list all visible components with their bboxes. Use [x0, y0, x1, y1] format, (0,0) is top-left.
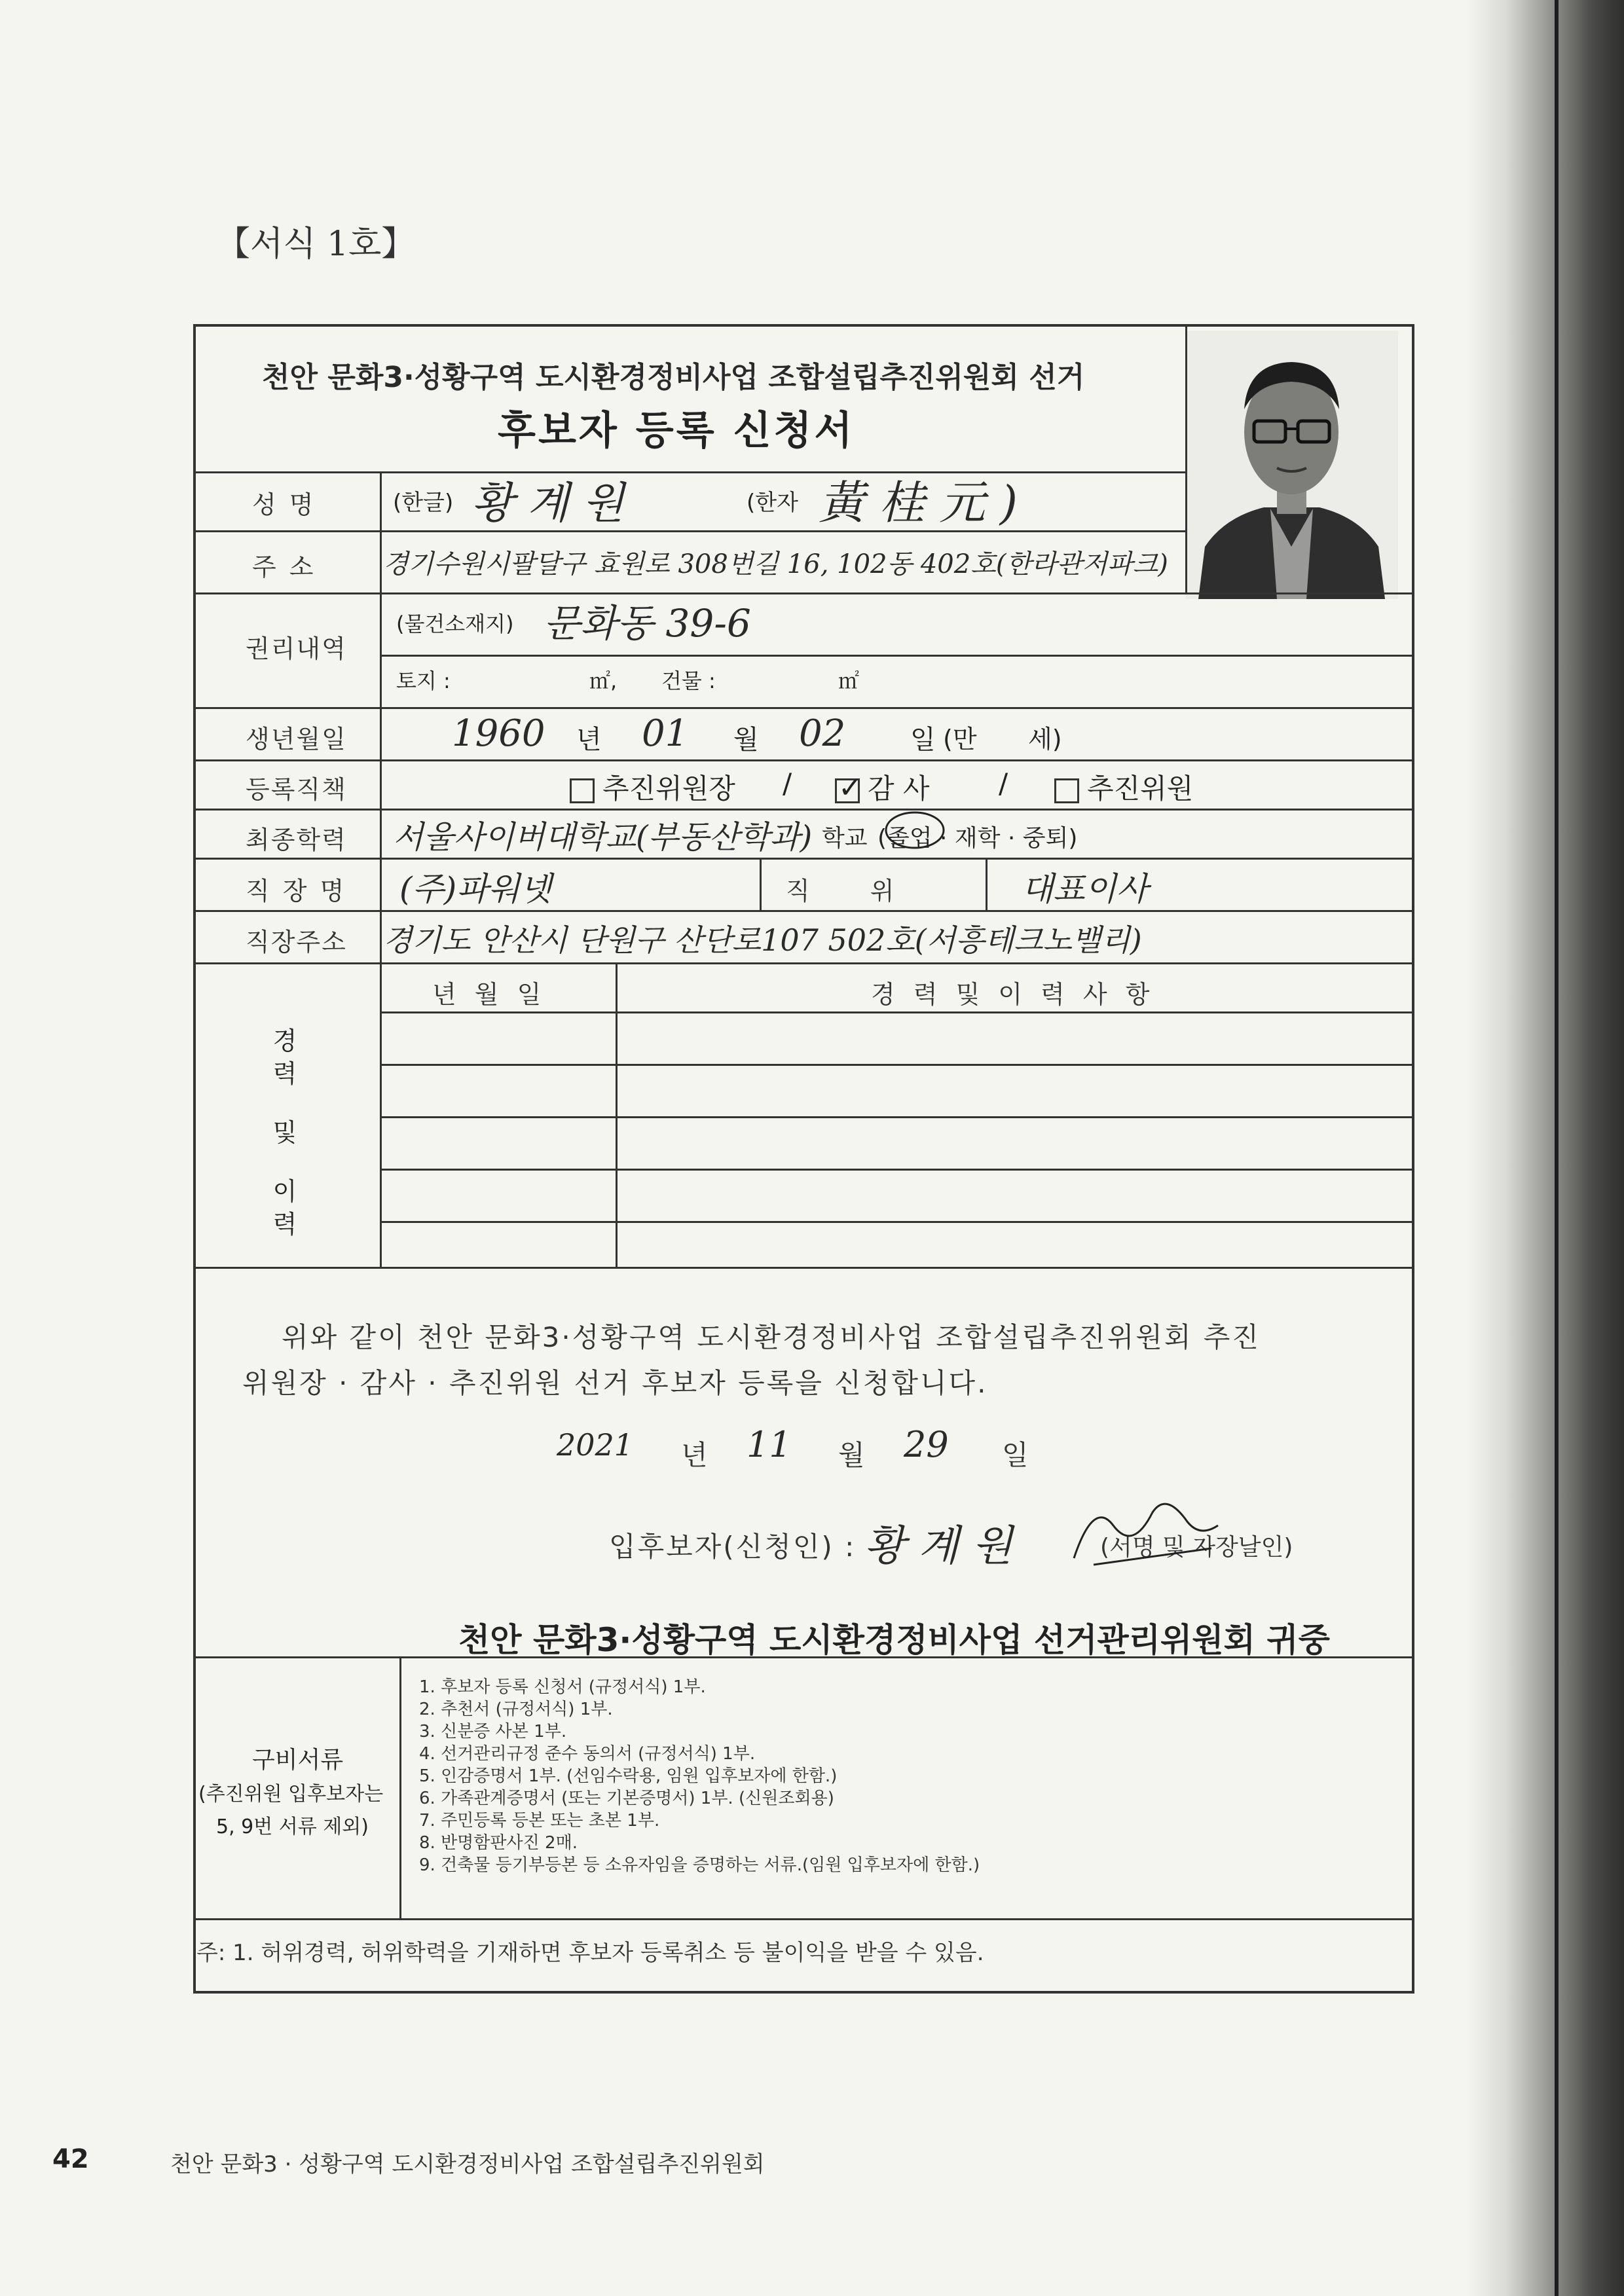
career-row-divider [380, 1221, 1414, 1223]
position-option-member[interactable]: 추진위원 [1054, 767, 1193, 807]
form-title-line1: 천안 문화3·성황구역 도시환경정비사업 조합설립추진위원회 선거 [262, 361, 1085, 394]
row-divider [193, 962, 1414, 964]
row-divider [193, 809, 1414, 811]
form-number-label: 【서식 1호】 [216, 225, 416, 264]
career-row-divider [380, 1116, 1414, 1118]
land-unit: ㎡, [589, 668, 618, 693]
col-divider [986, 858, 987, 910]
building-unit: ㎡ [838, 668, 860, 693]
signed-year-char: 년 [681, 1439, 710, 1471]
birthdate-label: 생년월일 [246, 725, 347, 754]
col-divider [760, 858, 762, 910]
position-option-auditor[interactable]: ✓ 감 사 [835, 767, 930, 807]
property-location-value: 문화동 39-6 [544, 601, 751, 646]
company-address-value: 경기도 안산시 단원구 산단로107 502호(서흥테크노밸리) [383, 922, 1142, 958]
list-item: 9. 건축물 등기부등본 등 소유자임을 증명하는 서류.(임원 입후보자에 한함.) [419, 1855, 980, 1875]
position-separator: / [783, 767, 792, 799]
signed-day: 29 [904, 1424, 949, 1465]
row-divider [193, 910, 1414, 912]
career-detail-header: 경 력 및 이 력 사 항 [871, 980, 1155, 1009]
list-item: 5. 인감증명서 1부. (선임수락용, 임원 입후보자에 한함.) [419, 1766, 838, 1786]
birth-year: 1960 [452, 712, 545, 755]
form-title-line2: 후보자 등록 신청서 [498, 408, 855, 454]
address-value: 경기수원시팔달구 효원로 308번길 16, 102동 402호(한라관저파크) [383, 549, 1168, 579]
day-char: 일 [910, 725, 936, 755]
name-hanja-value: 黃 桂 元 ) [819, 476, 1018, 530]
education-label: 최종학력 [246, 826, 347, 854]
company-label: 직 장 명 [246, 877, 347, 905]
col-divider [380, 471, 382, 1267]
age-suffix: 세) [1028, 725, 1062, 754]
row-divider [193, 530, 1185, 532]
list-item: 4. 선거관리규정 준수 동의서 (규정서식) 1부. [419, 1744, 756, 1764]
company-address-label: 직장주소 [246, 928, 347, 957]
signed-day-char: 일 [1002, 1439, 1031, 1471]
portrait-image [1185, 331, 1398, 599]
rights-label: 권리내역 [246, 634, 347, 663]
form-note: 주: 1. 허위경력, 허위학력을 기재하면 후보자 등록취소 등 불이익을 받을 수 있음. [196, 1940, 984, 1966]
career-date-header: 년 월 일 [432, 980, 547, 1009]
birth-month: 01 [642, 712, 689, 755]
checked-checkbox-icon[interactable] [835, 778, 860, 803]
row-divider [193, 858, 1414, 860]
list-item: 8. 반명함판사진 2매. [419, 1833, 578, 1853]
issuer-line: 천안 문화3·성황구역 도시환경정비사업 선거관리위원회 귀중 [458, 1621, 1330, 1659]
list-item: 7. 주민등록 등본 또는 초본 1부. [419, 1811, 660, 1831]
footer-title: 천안 문화3 · 성황구역 도시환경정비사업 조합설립추진위원회 [170, 2151, 765, 2178]
month-char: 월 [733, 725, 759, 755]
list-item: 2. 추천서 (규정서식) 1부. [419, 1700, 613, 1719]
position-label: 등록직책 [246, 775, 347, 804]
job-title-label: 직 위 [786, 877, 921, 905]
name-korean-prefix: (한글) [393, 490, 454, 516]
declaration-line1: 위와 같이 천안 문화3·성황구역 도시환경정비사업 조합설립추진위원회 추진 [282, 1321, 1261, 1353]
signed-month: 11 [747, 1424, 792, 1465]
signed-year: 2021 [557, 1427, 634, 1463]
career-section-label: 경 력 및 이 력 [272, 1027, 297, 1239]
row-divider [193, 759, 1414, 761]
career-row-divider [380, 1011, 1414, 1013]
row-divider [193, 1918, 1414, 1920]
required-docs-note1: (추진위원 입후보자는 [198, 1783, 384, 1806]
applicant-label: 입후보자(신청인) : [609, 1531, 857, 1563]
row-divider [193, 592, 1414, 594]
row-divider [193, 707, 1414, 709]
signed-month-char: 월 [838, 1439, 867, 1471]
career-row-divider [380, 1169, 1414, 1171]
name-label: 성 명 [252, 490, 316, 519]
education-status: (졸업 · 재학 · 중퇴) [877, 825, 1078, 852]
checkbox-icon[interactable] [570, 778, 595, 803]
row-divider [193, 1267, 1414, 1269]
building-label: 건물 : [661, 668, 716, 693]
row-divider [380, 655, 1414, 657]
col-divider [616, 962, 618, 1267]
education-school-label: 학교 [822, 825, 868, 852]
checkbox-icon[interactable] [1054, 778, 1079, 803]
birth-day: 02 [799, 712, 846, 755]
book-gutter [1467, 0, 1624, 2296]
required-docs-label: 구비서류 [252, 1747, 344, 1774]
year-char: 년 [576, 725, 602, 755]
address-label: 주 소 [252, 553, 316, 581]
company-value: (주)파워넷 [399, 870, 552, 908]
signature-stroke [1054, 1486, 1225, 1578]
education-value: 서울사이버대학교(부동산학과) [393, 819, 813, 856]
required-docs-list [419, 1676, 980, 1876]
list-item: 1. 후보자 등록 신청서 (규정서식) 1부. [419, 1677, 706, 1697]
position-separator: / [999, 767, 1008, 799]
required-docs-note2: 5, 9번 서류 제외) [216, 1815, 369, 1838]
col-divider [1185, 324, 1187, 592]
job-title-value: 대표이사 [1022, 870, 1149, 908]
position-option-chair[interactable]: 추진위원장 [570, 767, 735, 807]
list-item: 6. 가족관계증명서 (또는 기본증명서) 1부. (신원조회용) [419, 1789, 834, 1808]
page-number: 42 [52, 2144, 89, 2174]
seal-note: (서명 및 자장날인) [1100, 1534, 1293, 1561]
declaration-line2: 위원장 · 감사 · 추진위원 선거 후보자 등록을 신청합니다. [242, 1367, 988, 1399]
age-prefix: (만 [943, 725, 977, 754]
book-gutter-edge [1555, 0, 1559, 2296]
col-divider [399, 1656, 401, 1918]
applicant-signature-name: 황 계 원 [864, 1522, 1013, 1571]
property-location-prefix: (물건소재지) [396, 611, 514, 636]
land-label: 토지 : [396, 668, 451, 693]
career-row-divider [380, 1064, 1414, 1066]
graduated-circle-mark [884, 811, 946, 850]
name-korean-value: 황 계 원 [471, 478, 625, 528]
list-item: 3. 신분증 사본 1부. [419, 1722, 567, 1741]
name-hanja-prefix: (한자 [747, 490, 798, 516]
candidate-photo [1185, 331, 1398, 599]
row-divider [193, 471, 1185, 473]
